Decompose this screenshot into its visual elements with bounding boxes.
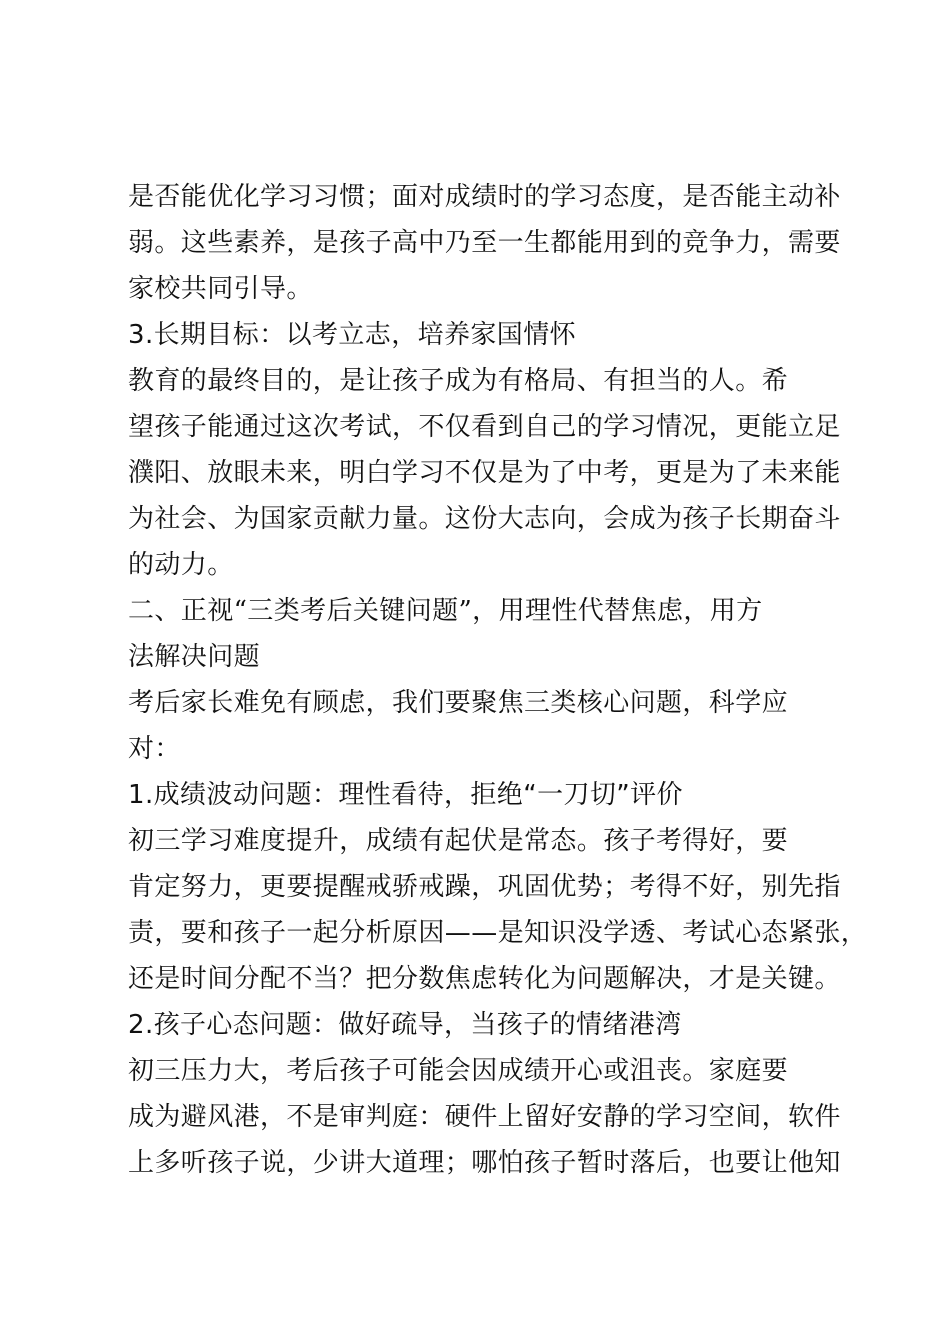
text-line: 为社会、为国家贡献力量。这份大志向，会成为孩子长期奋斗 (128, 504, 841, 534)
text-line: 肯定努力，更要提醒戒骄戒躁，巩固优势；考得不好，别先指 (128, 872, 841, 902)
text-line: 还是时间分配不当？把分数焦虑转化为问题解决，才是关键。 (128, 964, 841, 994)
text-line: 是否能优化学习习惯；面对成绩时的学习态度，是否能主动补 (128, 182, 841, 212)
section-subheading: 2.孩子心态问题：做好疏导，当孩子的情绪港湾 (128, 1010, 682, 1040)
section-subheading: 1.成绩波动问题：理性看待，拒绝“一刀切”评价 (128, 780, 683, 810)
text-line: 初三压力大，考后孩子可能会因成绩开心或沮丧。家庭要 (128, 1056, 789, 1086)
text-line: 考后家长难免有顾虑，我们要聚焦三类核心问题，科学应 (128, 688, 789, 718)
text-line: 初三学习难度提升，成绩有起伏是常态。孩子考得好，要 (128, 826, 789, 856)
text-line: 家校共同引导。 (128, 274, 313, 304)
text-line: 的动力。 (128, 550, 234, 580)
section-subheading: 3.长期目标：以考立志，培养家国情怀 (128, 320, 577, 350)
text-line: 望孩子能通过这次考试，不仅看到自己的学习情况，更能立足 (128, 412, 841, 442)
section-heading: 二、正视“三类考后关键问题”，用理性代替焦虑，用方 (128, 596, 763, 626)
text-line: 上多听孩子说，少讲大道理；哪怕孩子暂时落后，也要让他知 (128, 1148, 841, 1178)
body-text (128, 174, 868, 1186)
text-line: 濮阳、放眼未来，明白学习不仅是为了中考，更是为了未来能 (128, 458, 841, 488)
text-line: 弱。这些素养，是孩子高中乃至一生都能用到的竞争力，需要 (128, 228, 841, 258)
section-heading: 法解决问题 (128, 642, 261, 672)
text-line: 对： (128, 734, 181, 764)
text-line: 责，要和孩子一起分析原因——是知识没学透、考试心态紧张， (128, 918, 868, 948)
text-line: 成为避风港，不是审判庭：硬件上留好安静的学习空间，软件 (128, 1102, 841, 1132)
text-line: 教育的最终目的，是让孩子成为有格局、有担当的人。希 (128, 366, 789, 396)
